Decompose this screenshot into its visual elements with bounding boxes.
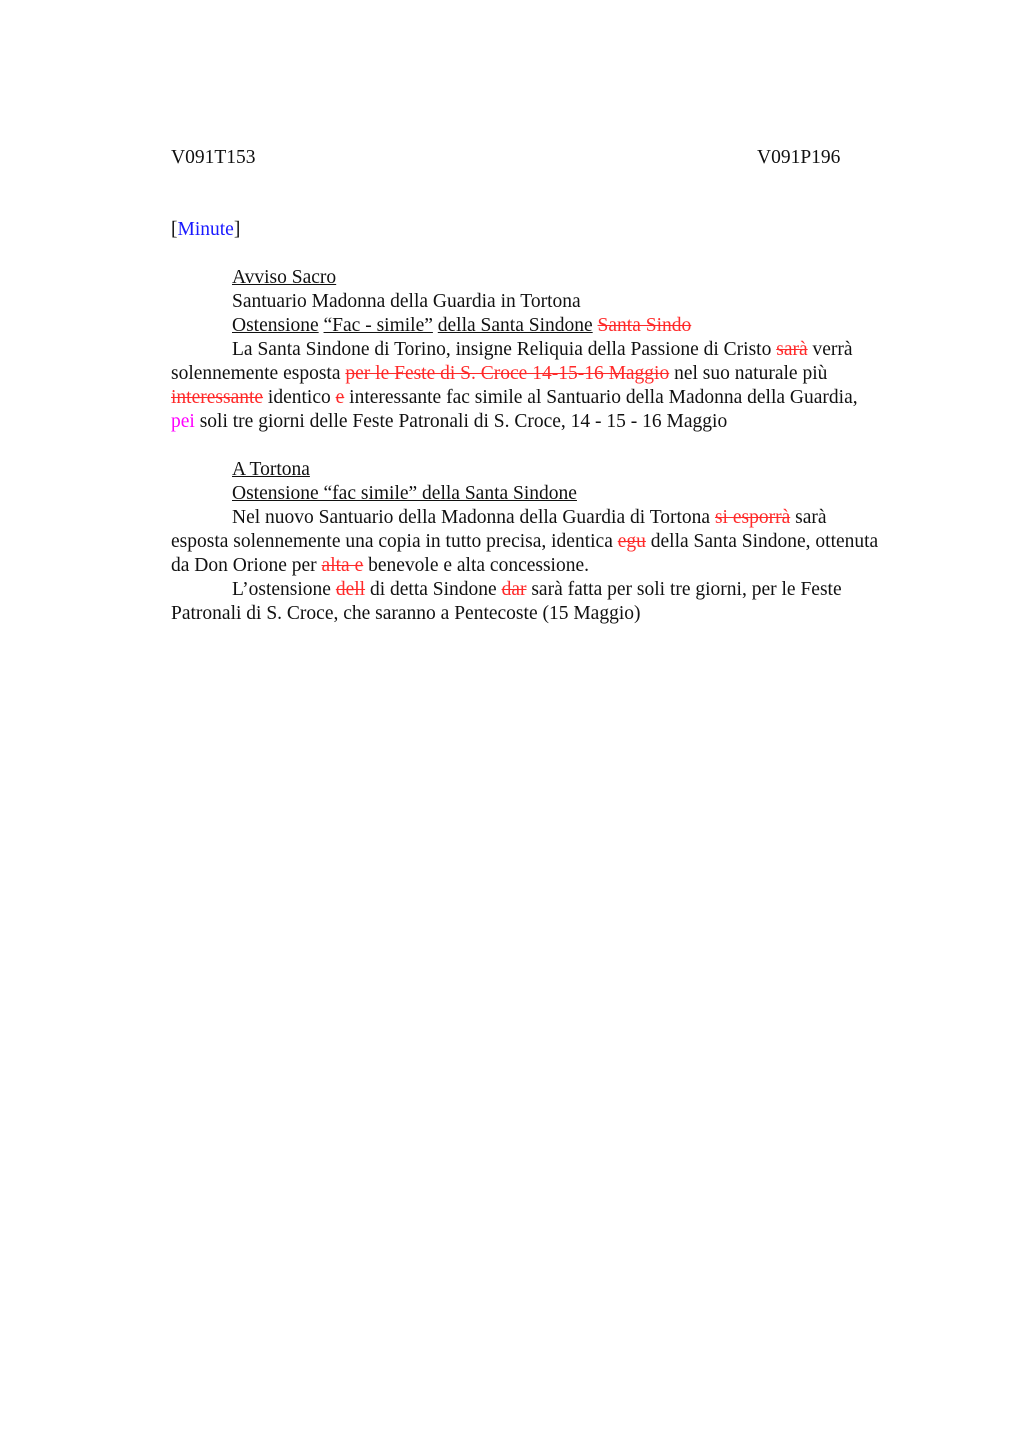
- notice-title: A Tortona: [232, 459, 310, 480]
- deleted-text: alta e: [321, 555, 364, 576]
- deleted-text: per le Feste di S. Croce 14-15-16 Maggio: [345, 363, 670, 384]
- notice-subtitle: Santuario Madonna della Guardia in Tortona: [232, 291, 581, 312]
- section-tag: [171, 218, 923, 242]
- body-line: [171, 362, 923, 386]
- body-text: da Don Orione per: [171, 555, 322, 576]
- body-text: L’ostensione: [232, 579, 336, 600]
- section-tag-label: Minute: [177, 219, 234, 240]
- body-text: della Santa Sindone, ottenuta: [645, 531, 879, 552]
- body-text: Nel nuovo Santuario della Madonna della Guardia di Tortona: [232, 507, 715, 528]
- body-text: di detta Sindone: [365, 579, 502, 600]
- deleted-text: dar: [501, 579, 527, 600]
- body-text: soli tre giorni delle Feste Patronali di S. Croce, 14 - 15 - 16 Maggio: [194, 411, 728, 432]
- body-text: solennemente esposta: [171, 363, 346, 384]
- heading-part: della Santa Sindone: [437, 315, 593, 336]
- body-text: verrà: [807, 339, 853, 360]
- body-line: [171, 530, 923, 554]
- deleted-text: sarà: [776, 339, 808, 360]
- notice-heading: Ostensione “fac simile” della Santa Sindone: [232, 483, 577, 504]
- body-text: identico: [263, 387, 336, 408]
- notice-avviso-sacro: [171, 266, 923, 434]
- body-line: [171, 578, 923, 602]
- deleted-text: e: [335, 387, 345, 408]
- body-text: nel suo naturale più: [669, 363, 828, 384]
- notice-title: Avviso Sacro: [232, 267, 337, 288]
- heading-part: “Fac - simile”: [323, 315, 433, 336]
- deleted-text: si esporrà: [714, 507, 791, 528]
- deleted-text: Santa Sindo: [597, 315, 692, 336]
- body-text: esposta solennemente una copia in tutto precisa, identica: [171, 531, 618, 552]
- deleted-text: egu: [617, 531, 646, 552]
- body-text: benevole e alta concessione.: [363, 555, 590, 576]
- deleted-text: dell: [335, 579, 366, 600]
- body-line: [171, 410, 923, 434]
- notice-a-tortona: [171, 458, 923, 626]
- deleted-text: interessante: [171, 387, 264, 408]
- body-line: [171, 386, 923, 410]
- body-text: sarà: [790, 507, 827, 528]
- body-line: Patronali di S. Croce, che saranno a Pentecoste (15 Maggio): [171, 603, 641, 624]
- heading-part: Ostensione: [232, 315, 319, 336]
- body-text: sarà fatta per soli tre giorni, per le Feste: [526, 579, 842, 600]
- body-text: La Santa Sindone di Torino, insigne Reliquia della Passione di Cristo: [232, 339, 777, 360]
- body-text: interessante fac simile al Santuario della Madonna della Guardia,: [344, 387, 858, 408]
- body-line: [171, 338, 923, 362]
- document-page: [171, 146, 923, 626]
- bracket-close: ]: [233, 219, 241, 240]
- body-line: [171, 506, 923, 530]
- reference-code-left: V091T153: [171, 147, 256, 168]
- reference-row: [171, 146, 923, 170]
- notice-heading: [171, 314, 923, 338]
- reference-code-right: V091P196: [757, 147, 841, 168]
- inserted-text: pei: [171, 411, 195, 432]
- bracket-open: [: [171, 219, 178, 240]
- body-line: [171, 554, 923, 578]
